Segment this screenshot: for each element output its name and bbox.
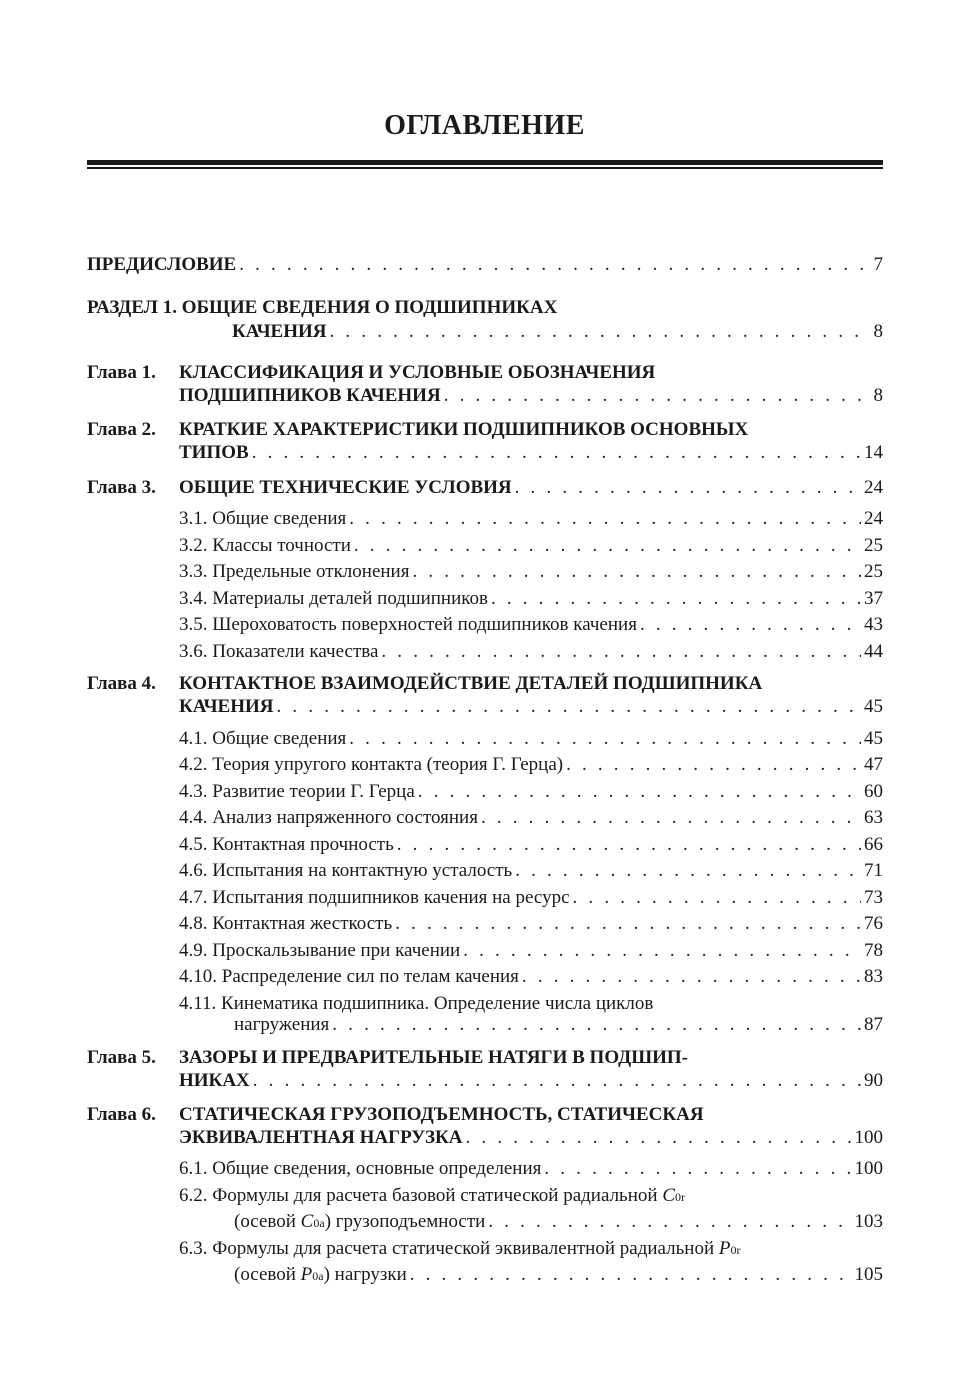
page-number: 45 <box>864 728 883 749</box>
entry-title-start: (осевой <box>234 1211 296 1232</box>
subscript: 0a <box>312 1269 324 1283</box>
entry-title: 3.4. Материалы деталей подшипников <box>179 588 488 609</box>
entry-title: КАЧЕНИЯ <box>179 696 274 717</box>
symbol-p: P <box>300 1264 313 1285</box>
toc-subentry-4-9[interactable] <box>179 939 883 963</box>
page-number: 44 <box>864 641 883 662</box>
page-number: 103 <box>854 1211 883 1232</box>
page-number: 8 <box>873 321 883 342</box>
page-number: 83 <box>864 966 883 987</box>
entry-title: КЛАССИФИКАЦИЯ И УСЛОВНЫЕ ОБОЗНАЧЕНИЯ <box>179 362 656 383</box>
dot-leader <box>573 886 861 910</box>
toc-subentry-4-7[interactable] <box>179 886 883 910</box>
toc-entry-ch4-line1[interactable] <box>179 672 762 696</box>
entry-title: НИКАХ <box>179 1070 250 1091</box>
page-number: 45 <box>864 696 883 717</box>
entry-title-start: (осевой <box>234 1264 296 1285</box>
dot-leader <box>395 912 861 936</box>
page-number: 60 <box>864 781 883 802</box>
toc-entry-ch1[interactable] <box>179 384 883 408</box>
title-rule-thick <box>87 160 883 165</box>
page-number: 76 <box>864 913 883 934</box>
dot-leader <box>481 806 861 830</box>
dot-leader <box>397 833 861 857</box>
entry-title-end: ) грузоподъемности <box>324 1211 486 1232</box>
entry-title: 3.1. Общие сведения <box>179 508 347 529</box>
dot-leader <box>239 253 870 277</box>
toc-subentry-3-3[interactable] <box>179 560 883 584</box>
dot-leader <box>444 384 871 408</box>
chapter-label: Глава 2. <box>87 419 156 440</box>
entry-title: 4.10. Распределение сил по телам качения <box>179 966 519 987</box>
entry-title: СТАТИЧЕСКАЯ ГРУЗОПОДЪЕМНОСТЬ, СТАТИЧЕСКАЯ <box>179 1104 704 1125</box>
entry-title: КАЧЕНИЯ <box>232 321 327 342</box>
toc-subentry-6-2-line1[interactable] <box>179 1184 685 1209</box>
toc-entry-ch4[interactable] <box>179 695 883 719</box>
dot-leader <box>332 1013 861 1037</box>
dot-leader <box>640 613 861 637</box>
dot-leader <box>488 1210 851 1234</box>
toc-subentry-4-10[interactable] <box>179 965 883 989</box>
page-number: 105 <box>854 1264 883 1285</box>
toc-subentry-6-1[interactable] <box>179 1157 883 1181</box>
symbol-c: C <box>662 1185 675 1206</box>
entry-title: 4.3. Развитие теории Г. Герца <box>179 781 415 802</box>
subscript: 0r <box>675 1190 685 1204</box>
page-number: 24 <box>864 508 883 529</box>
entry-title: РАЗДЕЛ 1. ОБЩИЕ СВЕДЕНИЯ О ПОДШИПНИКАХ <box>87 297 558 318</box>
toc-subentry-4-2[interactable] <box>179 753 883 777</box>
toc-subentry-3-4[interactable] <box>179 587 883 611</box>
page-number: 66 <box>864 834 883 855</box>
dot-leader <box>515 859 861 883</box>
page-number: 25 <box>864 561 883 582</box>
entry-title: КРАТКИЕ ХАРАКТЕРИСТИКИ ПОДШИПНИКОВ ОСНОВНЫХ <box>179 419 749 440</box>
toc-subentry-6-3-line1[interactable] <box>179 1237 740 1262</box>
dot-leader <box>253 1069 861 1093</box>
entry-title: ЭКВИВАЛЕНТНАЯ НАГРУЗКА <box>179 1127 463 1148</box>
dot-leader <box>463 939 861 963</box>
entry-title: ТИПОВ <box>179 442 249 463</box>
dot-leader <box>544 1157 851 1181</box>
page-number: 100 <box>854 1158 883 1179</box>
dot-leader <box>491 587 861 611</box>
entry-title: 3.3. Предельные отклонения <box>179 561 410 582</box>
dot-leader <box>410 1263 852 1287</box>
dot-leader <box>349 727 861 751</box>
page-number: 78 <box>864 940 883 961</box>
title-rule-thin <box>87 167 883 169</box>
toc-subentry-3-5[interactable] <box>179 613 883 637</box>
dot-leader <box>418 780 861 804</box>
page-number: 43 <box>864 614 883 635</box>
entry-title: 3.2. Классы точности <box>179 535 351 556</box>
toc-entry-ch2-line1[interactable] <box>179 418 748 442</box>
page-number: 8 <box>873 385 883 406</box>
page-number: 14 <box>864 442 883 463</box>
toc-entry-ch6[interactable] <box>179 1126 883 1150</box>
page-title: ОГЛАВЛЕНИЕ <box>384 110 585 141</box>
entry-title: 3.5. Шероховатость поверхностей подшипников качения <box>179 614 637 635</box>
dot-leader <box>566 753 861 777</box>
entry-title: 4.6. Испытания на контактную усталость <box>179 860 513 881</box>
dot-leader <box>412 560 861 584</box>
entry-title: 4.7. Испытания подшипников качения на ресурс <box>179 887 570 908</box>
entry-title: 4.5. Контактная прочность <box>179 834 394 855</box>
page-number: 63 <box>864 807 883 828</box>
entry-title: 6.2. Формулы для расчета базовой статической радиальной <box>179 1185 658 1206</box>
page-number: 7 <box>873 254 883 275</box>
page-number: 73 <box>864 887 883 908</box>
entry-title: 4.9. Проскальзывание при качении <box>179 940 461 961</box>
chapter-label: Глава 5. <box>87 1047 156 1068</box>
entry-title: КОНТАКТНОЕ ВЗАИМОДЕЙСТВИЕ ДЕТАЛЕЙ ПОДШИПНИКА <box>179 673 763 694</box>
toc-subentry-3-6[interactable] <box>179 640 883 664</box>
symbol-p: P <box>718 1238 731 1259</box>
page-number: 100 <box>854 1127 883 1148</box>
dot-leader <box>381 640 861 664</box>
toc-entry-ch5[interactable] <box>179 1069 883 1093</box>
page-number: 37 <box>864 588 883 609</box>
entry-title: 4.8. Контактная жесткость <box>179 913 393 934</box>
toc-subentry-3-2[interactable] <box>179 534 883 558</box>
dot-leader <box>515 476 861 500</box>
toc-subentry-4-1[interactable] <box>179 727 883 751</box>
dot-leader <box>349 507 861 531</box>
chapter-label: Глава 1. <box>87 362 156 383</box>
toc-entry-ch3[interactable] <box>179 476 883 500</box>
subscript: 0a <box>313 1216 325 1230</box>
page-number: 87 <box>864 1014 883 1035</box>
entry-title-end: ) нагрузки <box>323 1264 407 1285</box>
dot-leader <box>522 965 861 989</box>
dot-leader <box>466 1126 852 1150</box>
entry-title: 6.3. Формулы для расчета статической эквивалентной радиальной <box>179 1238 715 1259</box>
entry-title: ЗАЗОРЫ И ПРЕДВАРИТЕЛЬНЫЕ НАТЯГИ В ПОДШИП- <box>179 1047 688 1068</box>
entry-title: ОБЩИЕ ТЕХНИЧЕСКИЕ УСЛОВИЯ <box>179 477 512 498</box>
toc-subentry-4-11[interactable] <box>234 1013 883 1037</box>
chapter-label: Глава 6. <box>87 1104 156 1125</box>
subscript: 0r <box>730 1243 741 1257</box>
page-number: 25 <box>864 535 883 556</box>
entry-title: 4.1. Общие сведения <box>179 728 347 749</box>
dot-leader <box>277 695 861 719</box>
page-number: 90 <box>864 1070 883 1091</box>
toc-entry-section1[interactable] <box>232 320 883 344</box>
entry-title: 4.2. Теория упругого контакта (теория Г. Герца) <box>179 754 564 775</box>
entry-title: ПРЕДИСЛОВИЕ <box>87 254 237 275</box>
page-number: 47 <box>864 754 883 775</box>
toc-subentry-4-6[interactable] <box>179 859 883 883</box>
dot-leader <box>354 534 861 558</box>
toc-subentry-6-3[interactable] <box>234 1263 883 1288</box>
dot-leader <box>252 441 861 465</box>
page-number: 24 <box>864 477 883 498</box>
chapter-label: Глава 3. <box>87 477 156 498</box>
entry-title: ПОДШИПНИКОВ КАЧЕНИЯ <box>179 385 441 406</box>
dot-leader <box>330 320 871 344</box>
entry-title: 6.1. Общие сведения, основные определения <box>179 1158 542 1179</box>
toc-subentry-4-3[interactable] <box>179 780 883 804</box>
toc-entry-preface[interactable] <box>87 253 883 277</box>
toc-entry-ch6-line1[interactable] <box>179 1103 704 1127</box>
entry-title: 3.6. Показатели качества <box>179 641 379 662</box>
toc-subentry-4-5[interactable] <box>179 833 883 857</box>
toc-subentry-4-8[interactable] <box>179 912 883 936</box>
toc-subentry-3-1[interactable] <box>179 507 883 531</box>
toc-entry-ch5-line1[interactable] <box>179 1046 688 1070</box>
toc-subentry-6-2[interactable] <box>234 1210 883 1235</box>
entry-title: нагружения <box>234 1014 330 1035</box>
toc-entry-ch2[interactable] <box>179 441 883 465</box>
chapter-label: Глава 4. <box>87 673 156 694</box>
entry-title: 4.11. Кинематика подшипника. Определение числа циклов <box>179 993 654 1014</box>
page-number: 71 <box>864 860 883 881</box>
toc-subentry-4-4[interactable] <box>179 806 883 830</box>
symbol-c: C <box>300 1211 314 1232</box>
toc-entry-ch1-line1[interactable] <box>179 361 655 385</box>
entry-title: 4.4. Анализ напряженного состояния <box>179 807 478 828</box>
toc-entry-section1-line1[interactable] <box>87 296 557 320</box>
